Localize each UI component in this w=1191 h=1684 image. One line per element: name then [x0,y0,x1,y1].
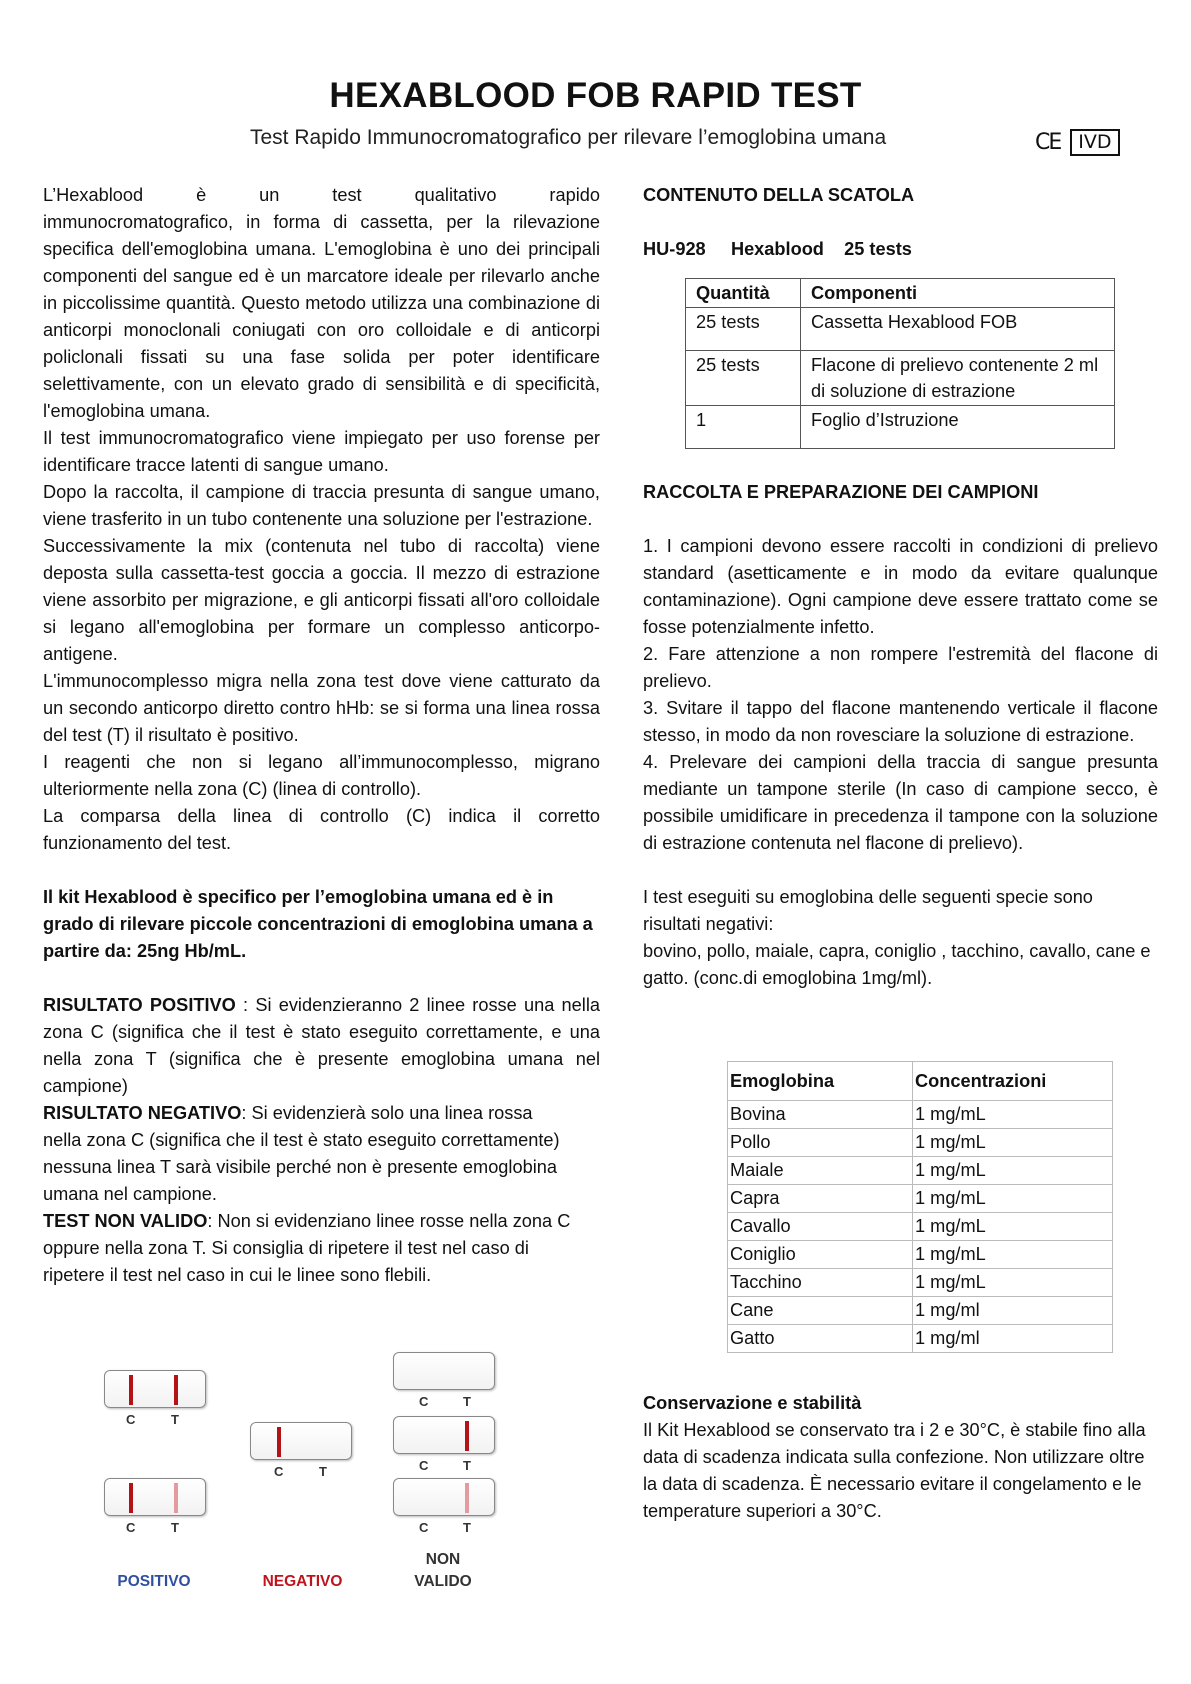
collection-heading: RACCOLTA E PREPARAZIONE DEI CAMPIONI [643,482,1039,502]
cassette-invalid-empty [393,1352,495,1390]
kit-contents-table [685,278,1115,449]
species-text: I test eseguiti su emoglobina delle seguenti specie sono risultati negativi: [643,887,1093,934]
table-row: Cavallo 1 mg/mL [728,1213,1113,1241]
cassette-positive-faint [104,1478,206,1516]
step-3: 3. Svitare il tappo del flacone mantenendo verticale il flacone stesso, in modo da non rovesciare la soluzione di estrazione. [643,698,1158,745]
table-header: Quantità [686,279,801,308]
table-row: Bovina 1 mg/mL [728,1101,1113,1129]
ce-mark-icon: CE [1035,130,1061,155]
product-line: HU-928 Hexablood 25 tests [643,239,912,259]
positive-result: RISULTATO POSITIVO : Si evidenzieranno 2 linee rosse una nella zona C (significa che il test è stato eseguito correttamente, e una nella zona T (significa che è presente emoglobina umana nel campione) [43,995,600,1096]
cassette-invalid-test-only [393,1416,495,1454]
control-line [129,1483,133,1513]
right-column [643,182,1158,263]
collection-section [643,479,1158,992]
invalid-label: NON VALIDO [414,1551,472,1590]
intro-paragraph: immunocromatografico, in forma di cassetta, per la rilevazione specifica dell'emoglobina umana. L'emoglobina è uno dei principali componenti del sangue ed è un marcatore ideale per rilevarlo anche in piccolissime quantità. Questo metodo utilizza una combinazione di anticorpi monoclonali coniugati con oro colloidale e di anticorpi policlonali fissati su una fase solida per poter identificare selettivamente, con un elevato grado di sensibilità e di specificità, l'emoglobina umana. [43,212,600,421]
species-concentration-table [727,1061,1113,1353]
storage-heading: Conservazione e stabilità [643,1393,862,1413]
control-line [277,1427,281,1457]
table-header: Concentrazioni [913,1062,1113,1101]
cassette-positive-strong [104,1370,206,1408]
ivd-mark-icon: IVD [1070,129,1119,156]
test-line-faint [465,1483,469,1513]
table-row: 1 Foglio d’Istruzione [686,406,1115,449]
table-row: Cane 1 mg/ml [728,1297,1113,1325]
test-line [465,1421,469,1451]
control-line [129,1375,133,1405]
table-row: Tacchino 1 mg/mL [728,1269,1113,1297]
left-column [43,182,600,1289]
control-line-paragraph: La comparsa della linea di controllo (C) indica il corretto funzionamento del test. [43,806,600,853]
cassette-negative [250,1422,352,1460]
box-content-heading: CONTENUTO DELLA SCATOLA [643,185,915,205]
species-list: bovino, pollo, maiale, capra, coniglio , tacchino, cavallo, cane e gatto. (conc.di emoglobina 1mg/ml). [643,941,1151,988]
storage-text: Il Kit Hexablood se conservato tra i 2 e 30°C, è stabile fino alla data di scadenza indicata sulla confezione. Non utilizzare oltre la data di scadenza. È necessario evitare il congelamento e le temperature superiori a 30°C. [643,1420,1146,1521]
intro-first-line: L’Hexablood è un test qualitativo rapido [43,185,600,205]
reagents-paragraph: I reagenti che non si legano all’immunocomplesso, migrano ulteriormente nella zona (C) (linea di controllo). [43,752,600,799]
table-header: Emoglobina [728,1062,913,1101]
certification-marks [1035,129,1120,156]
positive-label: POSITIVO [117,1573,191,1590]
table-row: Gatto 1 mg/ml [728,1325,1113,1353]
specificity-statement: Il kit Hexablood è specifico per l’emoglobina umana ed è in grado di rilevare piccole concentrazioni di emoglobina umana a partire da: 25ng Hb/mL. [43,887,593,961]
step-4: 4. Prelevare dei campioni della traccia di sangue presunta mediante un tampone sterile (In caso di campione secco, è possibile umidificare in precedenza il tampone con la soluzione di estrazione contenuta nel flacone di prelievo). [643,752,1158,853]
table-row: Pollo 1 mg/mL [728,1129,1113,1157]
table-row: 25 tests Cassetta Hexablood FOB [686,308,1115,351]
procedure-paragraph: Successivamente la mix (contenuta nel tubo di raccolta) viene deposta sulla cassetta-test goccia a goccia. Il mezzo di estrazione viene assorbito per migrazione, e gli anticorpi fissati all'oro colloidale si legano all'emoglobina per formare un complesso anticorpo-antigene. [43,536,600,664]
collection-paragraph: Dopo la raccolta, il campione di traccia presunta di sangue umano, viene trasferito in un tubo contenente una soluzione per l'estrazione. [43,482,600,529]
storage-section [643,1390,1158,1525]
cassette-invalid-faint [393,1478,495,1516]
table-row: Coniglio 1 mg/mL [728,1241,1113,1269]
negative-result: RISULTATO NEGATIVO: Si evidenzierà solo una linea rossa nella zona C (significa che il test è stato eseguito correttamente) nessuna linea T sarà visibile perché non è presente emoglobina umana nel campione. [43,1103,560,1204]
forensic-paragraph: Il test immunocromatografico viene impiegato per uso forense per identificare tracce latenti di sangue umano. [43,428,600,475]
test-line [174,1375,178,1405]
document-subtitle: Test Rapido Immunocromatografico per rilevare l’emoglobina umana [250,126,887,149]
negative-label: NEGATIVO [262,1573,343,1590]
step-2: 2. Fare attenzione a non rompere l'estremità del flacone di prelievo. [643,644,1158,691]
migration-paragraph: L'immunocomplesso migra nella zona test dove viene catturato da un secondo anticorpo diretto contro hHb: se si forma una linea rossa del test (T) il risultato è positivo. [43,671,600,745]
step-1: 1. I campioni devono essere raccolti in condizioni di prelievo standard (asetticamente e in modo da evitare qualunque contaminazione). Ogni campione deve essere trattato come se fosse potenzialmente infetto. [643,536,1158,637]
document-title: HEXABLOOD FOB RAPID TEST [329,76,862,115]
table-row: Capra 1 mg/mL [728,1185,1113,1213]
table-row: 25 tests Flacone di prelievo contenente 2 ml di soluzione di estrazione [686,351,1115,406]
test-line-faint [174,1483,178,1513]
table-header: Componenti [801,279,1115,308]
invalid-result: TEST NON VALIDO: Non si evidenziano linee rosse nella zona C oppure nella zona T. Si consiglia di ripetere il test nel caso di ripetere il test nel caso in cui le linee sono flebili. [43,1211,571,1285]
table-row: Maiale 1 mg/mL [728,1157,1113,1185]
